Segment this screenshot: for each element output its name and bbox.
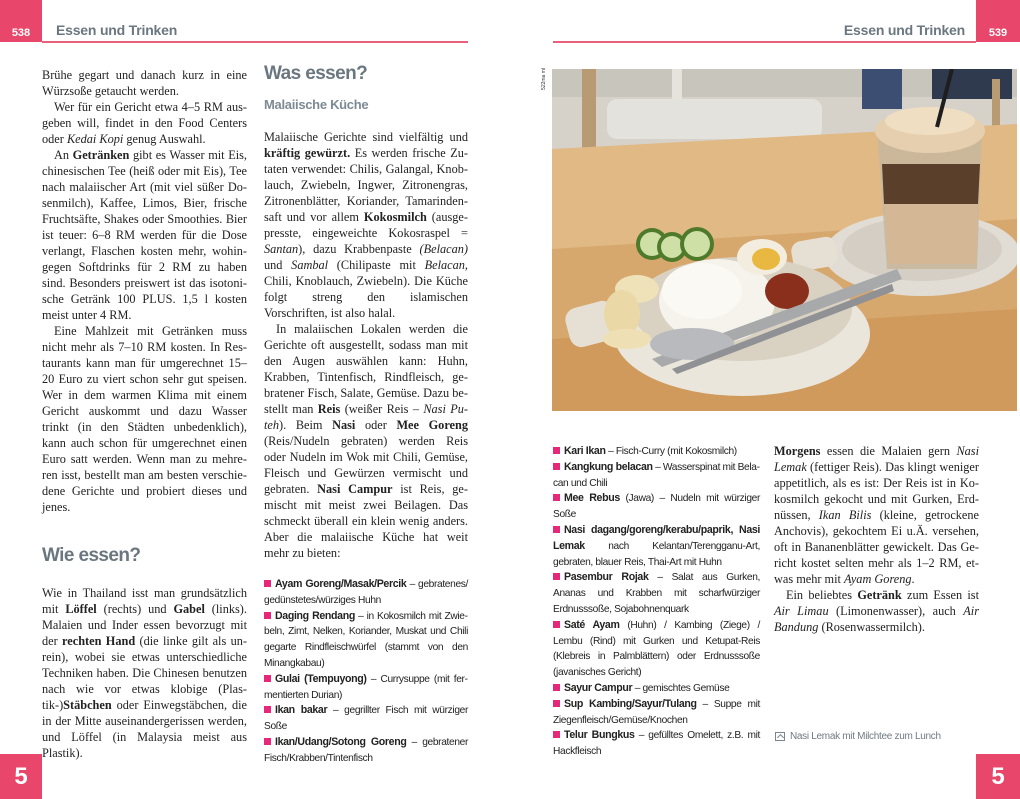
list-item: Ayam Goreng/Masak/Percik – gebratenes/ gedünstetes/würziges Huhn [264, 578, 468, 606]
list-item: Saté Ayam (Huhn) / Kambing (Ziege) / Lembu (Rind) mit Gurken und Ketupat-Reis (Klebreis in Palmblättern) oder Erdnusssoße (javanisches Gericht) [553, 618, 760, 679]
bullet-square-icon [553, 494, 560, 501]
right-page [510, 0, 1020, 799]
dish-list [264, 577, 468, 767]
running-head: Essen und Trinken [843, 22, 965, 38]
section-heading-was-essen: Was essen? [264, 63, 368, 84]
page-number: 538 [11, 27, 31, 39]
paragraph: Brühe gegart und danach kurz in eine Würzsoße getaucht werden. [42, 68, 247, 98]
right-dish-list [553, 444, 760, 760]
bullet-square-icon [264, 675, 271, 682]
right-column-2 [774, 443, 979, 635]
paragraph: An Getränken gibt es Wasser mit Eis, chinesischen Tee (heiß oder mit Eis), Tee nach malaiischer Art (mit viel süßer Dosenmilch), Kaffee, Limos, Bier, frische Fruchtsäfte, Shakes oder Smoothies. Bier ist teuer: 6–8 RM werden für die Dose verlangt, Flaschen kosten mehr, wohingegen Softdrinks für 2 RM zu haben sind. Besonders preiswert ist das isotonische Getränk 100 PLUS. 1,5 l kosten meist unter 4 RM. [42, 148, 247, 322]
list-item: Mee Rebus (Jawa) – Nudeln mit würziger Soße [553, 492, 760, 521]
chapter-tab: 5 [976, 754, 1020, 799]
food-photo [552, 69, 1017, 411]
chapter-tab: 5 [0, 754, 42, 799]
header-rule [553, 41, 976, 43]
bullet-square-icon [264, 580, 271, 587]
bullet-square-icon [553, 684, 560, 691]
photo-caption: Nasi Lemak mit Milchtee zum Lunch [775, 731, 941, 742]
list-item: Ikan bakar – gegrillter Fisch mit würziger Soße [264, 704, 468, 733]
bullet-square-icon [553, 573, 560, 580]
nasi-lemak-photo-illustration [552, 69, 1017, 411]
running-head: Essen und Trinken [56, 22, 178, 38]
paragraph: Wie in Thailand isst man grundsätzlich mit Löffel (rechts) und Gabel (links). Malaien und Inder essen bevorzugt mit der rechten Hand (die linke gilt als unrein), wobei sie etwas unterschiedliche Techniken haben. Die Chinesen benutzen nach wie vor etwas klobige (Plastik-)Stäbchen oder Einwegstäbchen, die in der Mitte auseinandergerissen werden, und Löffel (in Malaysia meist aus Plastik). [42, 586, 247, 760]
paragraph: Wer für ein Gericht etwa 4–5 RM ausgeben will, findet in den Food Centers oder Kedai Kopi genug Auswahl. [42, 100, 247, 146]
paragraph: In malaiischen Lokalen werden die Gerichte oft ausgestellt, sodass man mit den Augen auswählen kann: Huhn, Krabben, Tintenfisch, Rindfleisch, gebratener Fisch, Salate, Gemüse. Dazu bestellt man Reis (weißer Reis – Nasi Puteh). Beim Nasi oder Mee Goreng (Reis/Nudeln gebraten) werden Reis oder Nudeln im Wok mit Chili, Gemüse, Fleisch und Gewürzen vermischt und gebraten. Nasi Campur ist Reis, gemischt mit meist zwei Beilagen. Das schmeckt überall ein klein wenig anders. Aber die malaiische Küche hat weit mehr zu bieten: [264, 322, 469, 560]
paragraph: Malaiische Gerichte sind vielfältig und kräftig gewürzt. Es werden frische Zutaten verwendet: Chilis, Galangal, Knoblauch, Zwiebeln, Ingwer, Zitronengras, Zitronenblätter, Koriander, Tamarindensaft und vor allem Kokosmilch (ausgepresste, eingeweichte Kokosraspel = Santan), dazu Krabbenpaste (Belacan) und Sambal (Chilipaste mit Belacan, Chili, Knoblauch, Zwiebeln). Die Küche folgt streng den islamischen Vorschriften, ist also halal. [264, 130, 469, 320]
list-item: Telur Bungkus – gefülltes Omelett, z.B. mit Hackfleisch [553, 729, 761, 758]
subheading-malaiische-kueche: Malaiische Küche [264, 97, 369, 112]
paragraph: Ein beliebtes Getränk zum Essen ist Air Limau (Limonenwasser), auch Air Bandung (Rosenwassermilch). [774, 588, 979, 634]
page-number-tab [0, 0, 42, 42]
bullet-square-icon [553, 621, 560, 628]
list-item: Sup Kambing/Sayur/Tulang – Suppe mit Ziegenfleisch/Gemüse/Knochen [553, 697, 760, 726]
list-item: Nasi dagang/goreng/kerabu/paprik, Nasi Lemak nach Kelantan/Terengganu-Art, gebraten, blauer Reis, Thai-Art mit Huhn [553, 523, 760, 568]
left-column-2 [264, 63, 468, 767]
bullet-square-icon [553, 526, 560, 533]
page-number-tab [976, 0, 1020, 42]
bullet-square-icon [553, 700, 560, 707]
photo-credit: 522ma ml [541, 68, 547, 90]
bullet-square-icon [264, 612, 271, 619]
photo-arrow-icon [775, 732, 785, 741]
bullet-square-icon [264, 706, 271, 713]
list-item: Kari Ikan – Fisch-Curry (mit Kokosmilch) [553, 444, 760, 460]
list-item: Sayur Campur – gemischtes Gemüse [553, 681, 760, 697]
list-item: Kangkung belacan – Wasserspinat mit Belacan und Chili [553, 460, 760, 489]
header-rule [42, 41, 468, 43]
page-number: 539 [988, 27, 1008, 39]
list-item: Pasembur Rojak – Salat aus Gurken, Ananas und Krabben mit scharfwürziger Erdnusssoße, Sojabohnenquark [553, 571, 761, 615]
list-item: Gulai (Tempuyong) – Currysuppe (mit fermentierten Durian) [264, 672, 468, 701]
list-item: Ikan/Udang/Sotong Goreng – gebratener Fisch/Krabben/Tintenfisch [264, 735, 468, 764]
bullet-square-icon [553, 447, 560, 454]
paragraph: Morgens essen die Malaien gern Nasi Lemak (fettiger Reis). Das klingt weniger appetitlich, als es ist: Der Reis ist in Kokosmilch gekocht und mit Gurken, Erdnüssen, Ikan Bilis (kleine, getrockene Anchovis), gekochtem Ei u.Ä. versehen, oft in Bananenblätter gewickelt. Das Gericht kostet selten mehr als 1–2 RM, etwas mehr mit Ayam Goreng. [774, 444, 979, 586]
bullet-square-icon [553, 731, 560, 738]
section-heading-wie-essen: Wie essen? [42, 545, 141, 566]
left-column-1 [42, 67, 247, 761]
paragraph: Eine Mahlzeit mit Getränken muss nicht mehr als 7–10 RM kosten. In Restaurants kann man für umgerechnet 15–20 Euro zu viert schon sehr gut speisen. Wer in dem warmen Klima mit einem Gericht auskommt und dazu Wasser trinkt (in den Städten unbedenklich), kann auch schon für umgerechnet einen Euro satt werden. Wenn man zu mehreren isst, bestellt man am besten verschiedene Gerichte und probiert dieses und jenes. [42, 324, 247, 514]
list-item: Daging Rendang – in Kokosmilch mit Zwiebeln, Zimt, Nelken, Koriander, Muskat und Chili gegarte Rindfleischwürfel (stammt von den Minangkabau) [264, 609, 468, 669]
bullet-square-icon [553, 463, 560, 470]
bullet-square-icon [264, 738, 271, 745]
